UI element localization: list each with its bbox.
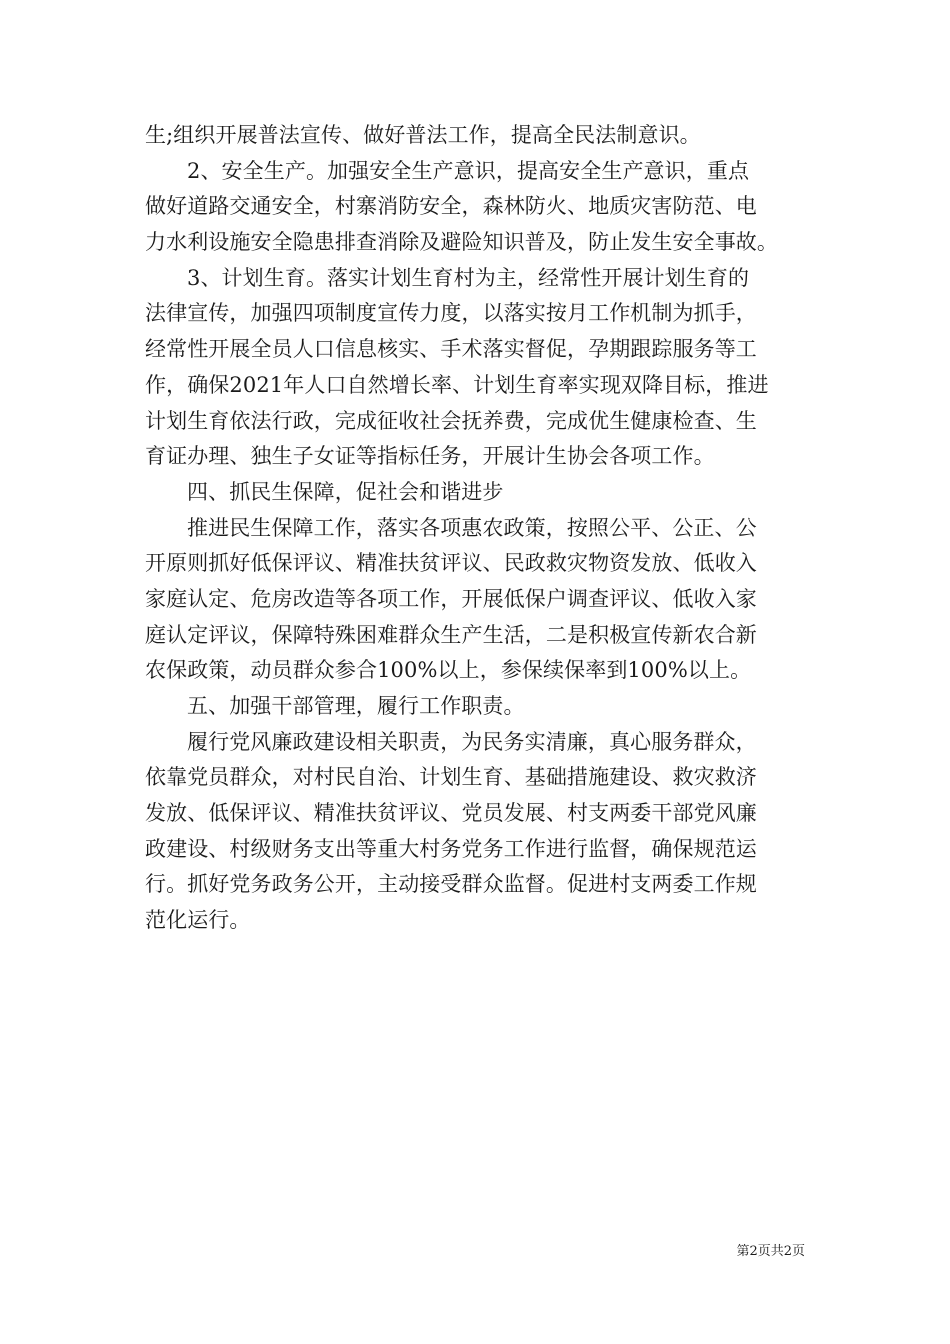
text-line: 农保政策，动员群众参合100%以上，参保续保率到100%以上。 xyxy=(145,658,752,683)
text-line: 作，确保2021年人口自然增长率、计划生育率实现双降目标，推进 xyxy=(145,372,769,397)
page-number-footer: 第2页共2页 xyxy=(736,1244,805,1259)
text-line: 生;组织开展普法宣传、做好普法工作，提高全民法制意识。 xyxy=(145,123,701,147)
text-line: 履行党风廉政建设相关职责，为民务实清廉，真心服务群众， xyxy=(187,729,757,754)
text-line: 做好道路交通安全，村寨消防安全，森林防火、地质灾害防范、电 xyxy=(145,194,757,219)
text-line: 3、计划生育。落实计划生育村为主，经常性开展计划生育的 xyxy=(187,265,750,290)
text-line: 发放、低保评议、精准扶贫评议、党员发展、村支两委干部党风廉 xyxy=(145,801,757,826)
text-line: 推进民生保障工作，落实各项惠农政策，按照公平、公正、公 xyxy=(187,515,757,540)
text-line: 开原则抓好低保评议、精准扶贫评议、民政救灾物资发放、低收入 xyxy=(145,551,757,576)
text-line: 政建设、村级财务支出等重大村务党务工作进行监督，确保规范运 xyxy=(145,836,757,861)
text-line: 家庭认定、危房改造等各项工作，开展低保户调查评议、低收入家 xyxy=(145,586,757,611)
text-line: 经常性开展全员人口信息核实、手术落实督促，孕期跟踪服务等工 xyxy=(145,337,757,362)
text-line: 四、抓民生保障，促社会和谐进步 xyxy=(187,479,504,504)
text-line: 计划生育依法行政，完成征收社会抚养费，完成优生健康检查、生 xyxy=(145,408,757,433)
document-body xyxy=(145,118,809,939)
text-line: 育证办理、独生子女证等指标任务，开展计生协会各项工作。 xyxy=(145,444,715,469)
text-line: 法律宣传，加强四项制度宣传力度，以落实按月工作机制为抓手， xyxy=(145,301,757,326)
text-line: 行。抓好党务政务公开，主动接受群众监督。促进村支两委工作规 xyxy=(145,872,757,897)
text-line: 力水利设施安全隐患排查消除及避险知识普及，防止发生安全事故。 xyxy=(145,230,778,255)
text-line: 2、安全生产。加强安全生产意识，提高安全生产意识，重点 xyxy=(187,158,750,183)
text-line: 五、加强干部管理，履行工作职责。 xyxy=(187,694,525,718)
text-line: 依靠党员群众，对村民自治、计划生育、基础措施建设、救灾救济 xyxy=(145,765,757,790)
text-line: 庭认定评议，保障特殊困难群众生产生活，二是积极宣传新农合新 xyxy=(145,622,757,647)
text-line: 范化运行。 xyxy=(145,908,251,933)
